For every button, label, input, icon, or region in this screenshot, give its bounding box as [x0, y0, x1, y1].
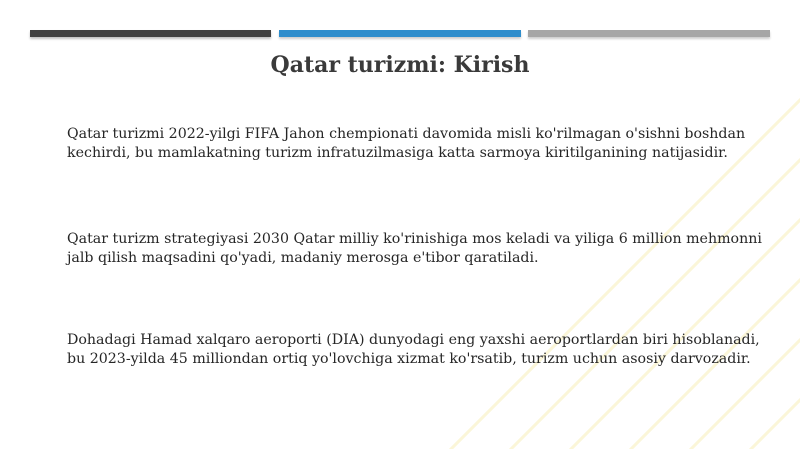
header-bar-gray: [528, 30, 770, 37]
header-bar-dark: [30, 30, 271, 37]
slide-title: Qatar turizmi: Kirish: [270, 52, 530, 78]
header-bar-blue: [279, 30, 521, 37]
paragraph-hamad-airport: Dohadagi Hamad xalqaro aeroporti (DIA) dunyodagi eng yaxshi aeroportlardan biri hisoblanadi, bu 2023-yilda 45 milliondan ortiq yo'lovchiga xizmat ko'rsatib, turizm uchun asosiy darvozadir.: [67, 332, 760, 367]
paragraph-strategy-2030: Qatar turizm strategiyasi 2030 Qatar milliy ko'rinishiga mos keladi va yiliga 6 million mehmonni jalb qilish maqsadini qo'yadi, madaniy merosga e'tibor qaratiladi.: [67, 231, 762, 266]
paragraph-fifa-growth: Qatar turizmi 2022-yilgi FIFA Jahon chempionati davomida misli ko'rilmagan o'sishni boshdan kechirdi, bu mamlakatning turizm infratuzilmasiga katta sarmoya kiritilganining natijasidir.: [67, 126, 746, 161]
